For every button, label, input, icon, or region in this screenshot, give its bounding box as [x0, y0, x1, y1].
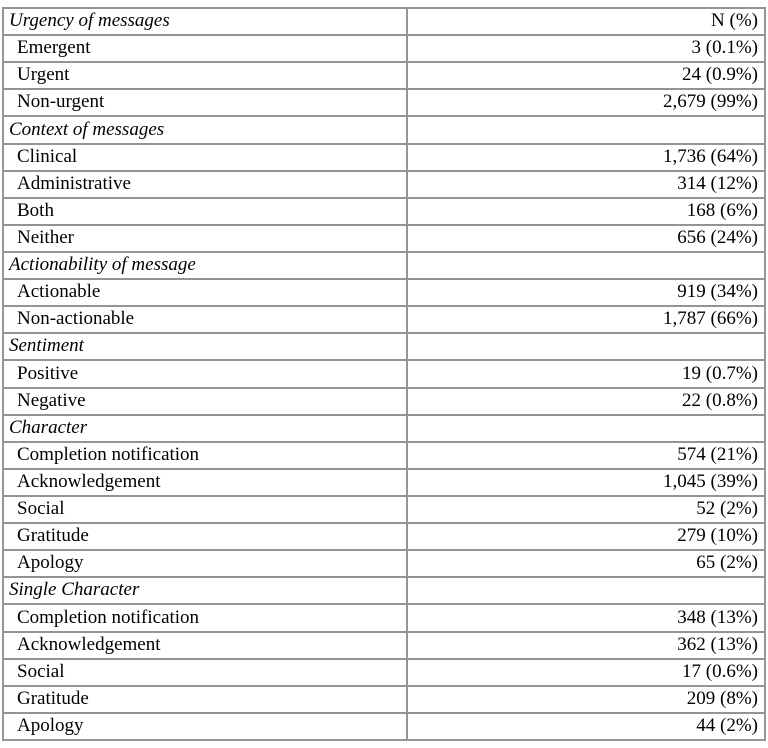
table-row	[3, 62, 765, 89]
row-label: Apology	[3, 550, 407, 577]
row-value: 2,679 (99%)	[407, 89, 765, 116]
row-label: Urgent	[3, 62, 407, 89]
summary-table-body	[3, 8, 765, 740]
row-label: Acknowledgement	[3, 469, 407, 496]
section-title: Context of messages	[3, 116, 407, 143]
header-row	[3, 8, 765, 35]
table-row	[3, 360, 765, 387]
section-row	[3, 577, 765, 604]
table-row	[3, 604, 765, 631]
row-label: Administrative	[3, 171, 407, 198]
table-row	[3, 35, 765, 62]
row-value: 3 (0.1%)	[407, 35, 765, 62]
table-row	[3, 442, 765, 469]
section-row	[3, 252, 765, 279]
row-value: 348 (13%)	[407, 604, 765, 631]
row-label: Non-urgent	[3, 89, 407, 116]
row-label: Negative	[3, 388, 407, 415]
table-row	[3, 306, 765, 333]
table-row	[3, 632, 765, 659]
section-row	[3, 116, 765, 143]
row-label: Completion notification	[3, 442, 407, 469]
row-label: Social	[3, 496, 407, 523]
row-value: 19 (0.7%)	[407, 360, 765, 387]
row-label: Both	[3, 198, 407, 225]
row-value	[407, 116, 765, 143]
row-value: 1,736 (64%)	[407, 144, 765, 171]
row-value	[407, 252, 765, 279]
row-value: 24 (0.9%)	[407, 62, 765, 89]
row-label: Neither	[3, 225, 407, 252]
table-row	[3, 469, 765, 496]
table-row	[3, 225, 765, 252]
row-value: 919 (34%)	[407, 279, 765, 306]
section-title: Single Character	[3, 577, 407, 604]
row-label: Acknowledgement	[3, 632, 407, 659]
section-title: Actionability of message	[3, 252, 407, 279]
row-value	[407, 333, 765, 360]
section-row	[3, 333, 765, 360]
row-label: Social	[3, 659, 407, 686]
table-row	[3, 550, 765, 577]
row-value: 574 (21%)	[407, 442, 765, 469]
row-value: 279 (10%)	[407, 523, 765, 550]
row-label: Positive	[3, 360, 407, 387]
table-row	[3, 686, 765, 713]
row-value: 656 (24%)	[407, 225, 765, 252]
row-value: 1,045 (39%)	[407, 469, 765, 496]
section-title: Urgency of messages	[3, 8, 407, 35]
table-row	[3, 89, 765, 116]
section-title: Sentiment	[3, 333, 407, 360]
row-value	[407, 577, 765, 604]
table-row	[3, 523, 765, 550]
table-row	[3, 713, 765, 740]
row-label: Apology	[3, 713, 407, 740]
table-row	[3, 144, 765, 171]
table-row	[3, 496, 765, 523]
row-value: 209 (8%)	[407, 686, 765, 713]
row-label: Completion notification	[3, 604, 407, 631]
value-column-header: N (%)	[407, 8, 765, 35]
message-statistics-table	[2, 7, 766, 741]
row-value: 314 (12%)	[407, 171, 765, 198]
row-value: 44 (2%)	[407, 713, 765, 740]
row-value	[407, 415, 765, 442]
section-row	[3, 415, 765, 442]
table-row	[3, 279, 765, 306]
row-label: Emergent	[3, 35, 407, 62]
row-label: Gratitude	[3, 686, 407, 713]
row-value: 17 (0.6%)	[407, 659, 765, 686]
row-value: 168 (6%)	[407, 198, 765, 225]
table-row	[3, 659, 765, 686]
row-label: Non-actionable	[3, 306, 407, 333]
row-label: Clinical	[3, 144, 407, 171]
table-row	[3, 198, 765, 225]
row-value: 52 (2%)	[407, 496, 765, 523]
table-row	[3, 388, 765, 415]
row-label: Gratitude	[3, 523, 407, 550]
row-value: 362 (13%)	[407, 632, 765, 659]
row-label: Actionable	[3, 279, 407, 306]
table-row	[3, 171, 765, 198]
row-value: 1,787 (66%)	[407, 306, 765, 333]
summary-table	[2, 7, 766, 741]
row-value: 65 (2%)	[407, 550, 765, 577]
section-title: Character	[3, 415, 407, 442]
row-value: 22 (0.8%)	[407, 388, 765, 415]
